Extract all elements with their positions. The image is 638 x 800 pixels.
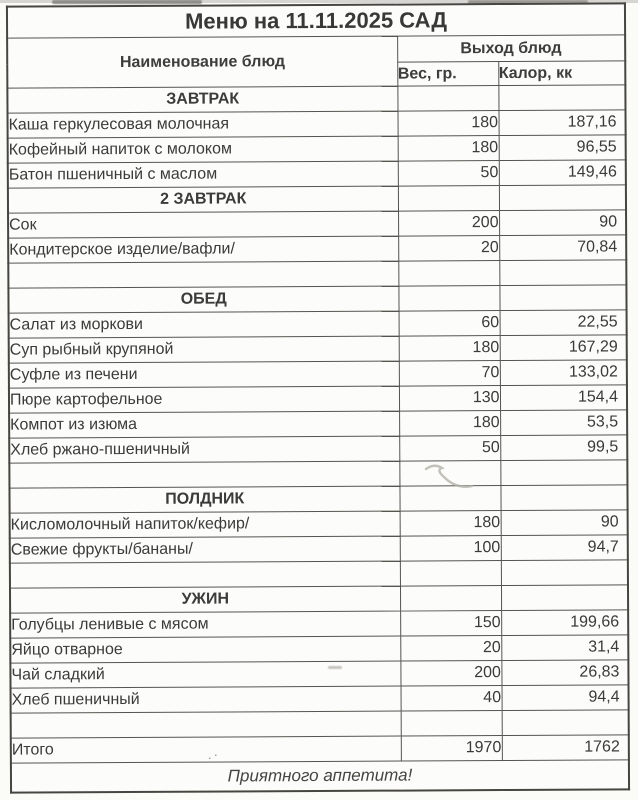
column-header-calories: Калор, кк: [498, 61, 625, 86]
dish-name-cell: УЖИН: [10, 586, 400, 613]
column-group-header-output: Выход блюд: [397, 35, 625, 62]
empty-row: [9, 460, 627, 488]
item-row: [9, 435, 627, 463]
menu-table-wrapper: [6, 2, 628, 793]
dish-name-cell: 2 ЗАВТРАК: [8, 186, 398, 213]
scan-edge-artifact: [52, 0, 202, 4]
section-row: [8, 185, 626, 213]
weight-cell: 180: [400, 511, 501, 537]
dish-name-cell: ОБЕД: [8, 286, 398, 313]
weight-cell: 50: [398, 161, 499, 187]
menu-table-body: [7, 85, 629, 763]
item-row: [11, 685, 629, 713]
dish-name-cell: [8, 261, 398, 288]
item-row: [10, 660, 628, 688]
calories-cell: 1762: [502, 735, 629, 761]
section-row: [10, 585, 628, 613]
dish-name-cell: Салат из моркови: [9, 311, 399, 338]
weight-cell: [398, 261, 499, 287]
column-header-dish-name: Наименование блюд: [7, 36, 397, 88]
calories-cell: 96,55: [499, 135, 626, 161]
weight-cell: 180: [399, 411, 500, 437]
dish-name-cell: Свежие фрукты/бананы/: [10, 536, 400, 563]
weight-cell: 180: [399, 336, 500, 362]
dish-name-cell: Яйцо отварное: [10, 636, 400, 663]
dish-name-cell: Батон пшеничный с маслом: [8, 161, 398, 188]
bon-appetit-text: Приятного аппетита!: [11, 760, 629, 793]
section-row: [9, 485, 627, 513]
calories-cell: [499, 185, 626, 211]
dish-name-cell: Кисломолочный напиток/кефир/: [10, 511, 400, 538]
item-row: [8, 110, 626, 138]
dish-name-cell: Сок: [8, 211, 398, 238]
weight-cell: 20: [398, 236, 499, 262]
calories-cell: [502, 710, 629, 736]
dish-name-cell: Пюре картофельное: [9, 386, 399, 413]
calories-cell: 133,02: [500, 360, 627, 386]
weight-cell: 200: [398, 211, 499, 237]
calories-cell: 70,84: [499, 235, 626, 261]
dish-name-cell: [10, 561, 400, 588]
total-row: [11, 735, 629, 763]
weight-cell: [397, 86, 498, 112]
dish-name-cell: Голубцы ленивые с мясом: [10, 611, 400, 638]
weight-cell: 40: [401, 686, 502, 712]
calories-cell: 199,66: [501, 610, 628, 636]
ink-speck-artifact: .·: [208, 747, 220, 762]
weight-cell: [398, 186, 499, 212]
dish-name-cell: Кондитерское изделие/вафли/: [8, 236, 398, 263]
item-row: [8, 235, 626, 263]
dish-name-cell: Итого: [11, 736, 401, 763]
calories-cell: 187,16: [498, 110, 625, 136]
item-row: [9, 360, 627, 388]
item-row: [9, 410, 627, 438]
calories-cell: [500, 460, 627, 486]
calories-cell: 90: [499, 210, 626, 236]
menu-table: [6, 2, 630, 793]
empty-row: [11, 710, 629, 738]
weight-cell: 70: [399, 361, 500, 387]
dish-name-cell: ПОЛДНИК: [9, 486, 399, 513]
calories-cell: [499, 260, 626, 286]
weight-cell: 20: [400, 636, 501, 662]
dish-name-cell: [11, 711, 401, 738]
calories-cell: 22,55: [500, 310, 627, 336]
dish-name-cell: Хлеб пшеничный: [11, 686, 401, 713]
calories-cell: 31,4: [501, 635, 628, 661]
calories-cell: 53,5: [500, 410, 627, 436]
empty-row: [10, 560, 628, 588]
weight-cell: 180: [397, 111, 498, 137]
calories-cell: [500, 485, 627, 511]
calories-cell: 26,83: [501, 660, 628, 686]
weight-cell: [400, 586, 501, 612]
header-row-1: [7, 35, 625, 64]
column-header-weight: Вес, гр.: [397, 62, 498, 87]
calories-cell: [498, 85, 625, 111]
item-row: [9, 335, 627, 363]
item-row: [10, 635, 628, 663]
calories-cell: [501, 585, 628, 611]
weight-cell: [399, 486, 500, 512]
weight-cell: [401, 711, 502, 737]
item-row: [8, 135, 626, 163]
calories-cell: 167,29: [500, 335, 627, 361]
dish-name-cell: Суп рыбный крупяной: [9, 336, 399, 363]
weight-cell: 180: [398, 136, 499, 162]
dish-name-cell: [9, 461, 399, 488]
calories-cell: 149,46: [499, 160, 626, 186]
dish-name-cell: Кофейный напиток с молоком: [8, 136, 398, 163]
item-row: [10, 610, 628, 638]
calories-cell: [499, 285, 626, 311]
dish-name-cell: Хлеб ржано-пшеничный: [9, 436, 399, 463]
calories-cell: 90: [501, 510, 628, 536]
weight-cell: 200: [400, 661, 501, 687]
section-row: [7, 85, 625, 113]
dish-name-cell: Чай сладкий: [10, 661, 400, 688]
calories-cell: 94,4: [502, 685, 629, 711]
section-row: [8, 285, 626, 313]
weight-cell: [399, 461, 500, 487]
weight-cell: 150: [400, 611, 501, 637]
weight-cell: 130: [399, 386, 500, 412]
weight-cell: 1970: [401, 736, 502, 762]
item-row: [9, 310, 627, 338]
empty-row: [8, 260, 626, 288]
item-row: [8, 160, 626, 188]
item-row: [9, 385, 627, 413]
weight-cell: 100: [400, 536, 501, 562]
item-row: [10, 535, 628, 563]
weight-cell: 60: [399, 311, 500, 337]
calories-cell: 94,7: [501, 535, 628, 561]
calories-cell: 99,5: [500, 435, 627, 461]
dish-name-cell: Компот из изюма: [9, 411, 399, 438]
footer-row: [11, 760, 629, 793]
dish-name-cell: Каша геркулесовая молочная: [8, 111, 398, 138]
page-title: Меню на 11.11.2025 САД: [7, 3, 625, 38]
calories-cell: [501, 560, 628, 586]
dish-name-cell: Суфле из печени: [9, 361, 399, 388]
title-row: [7, 3, 625, 38]
weight-cell: [398, 286, 499, 312]
calories-cell: 154,4: [500, 385, 627, 411]
item-row: [10, 510, 628, 538]
weight-cell: 50: [399, 436, 500, 462]
dish-name-cell: ЗАВТРАК: [7, 86, 397, 113]
weight-cell: [400, 561, 501, 587]
item-row: [8, 210, 626, 238]
